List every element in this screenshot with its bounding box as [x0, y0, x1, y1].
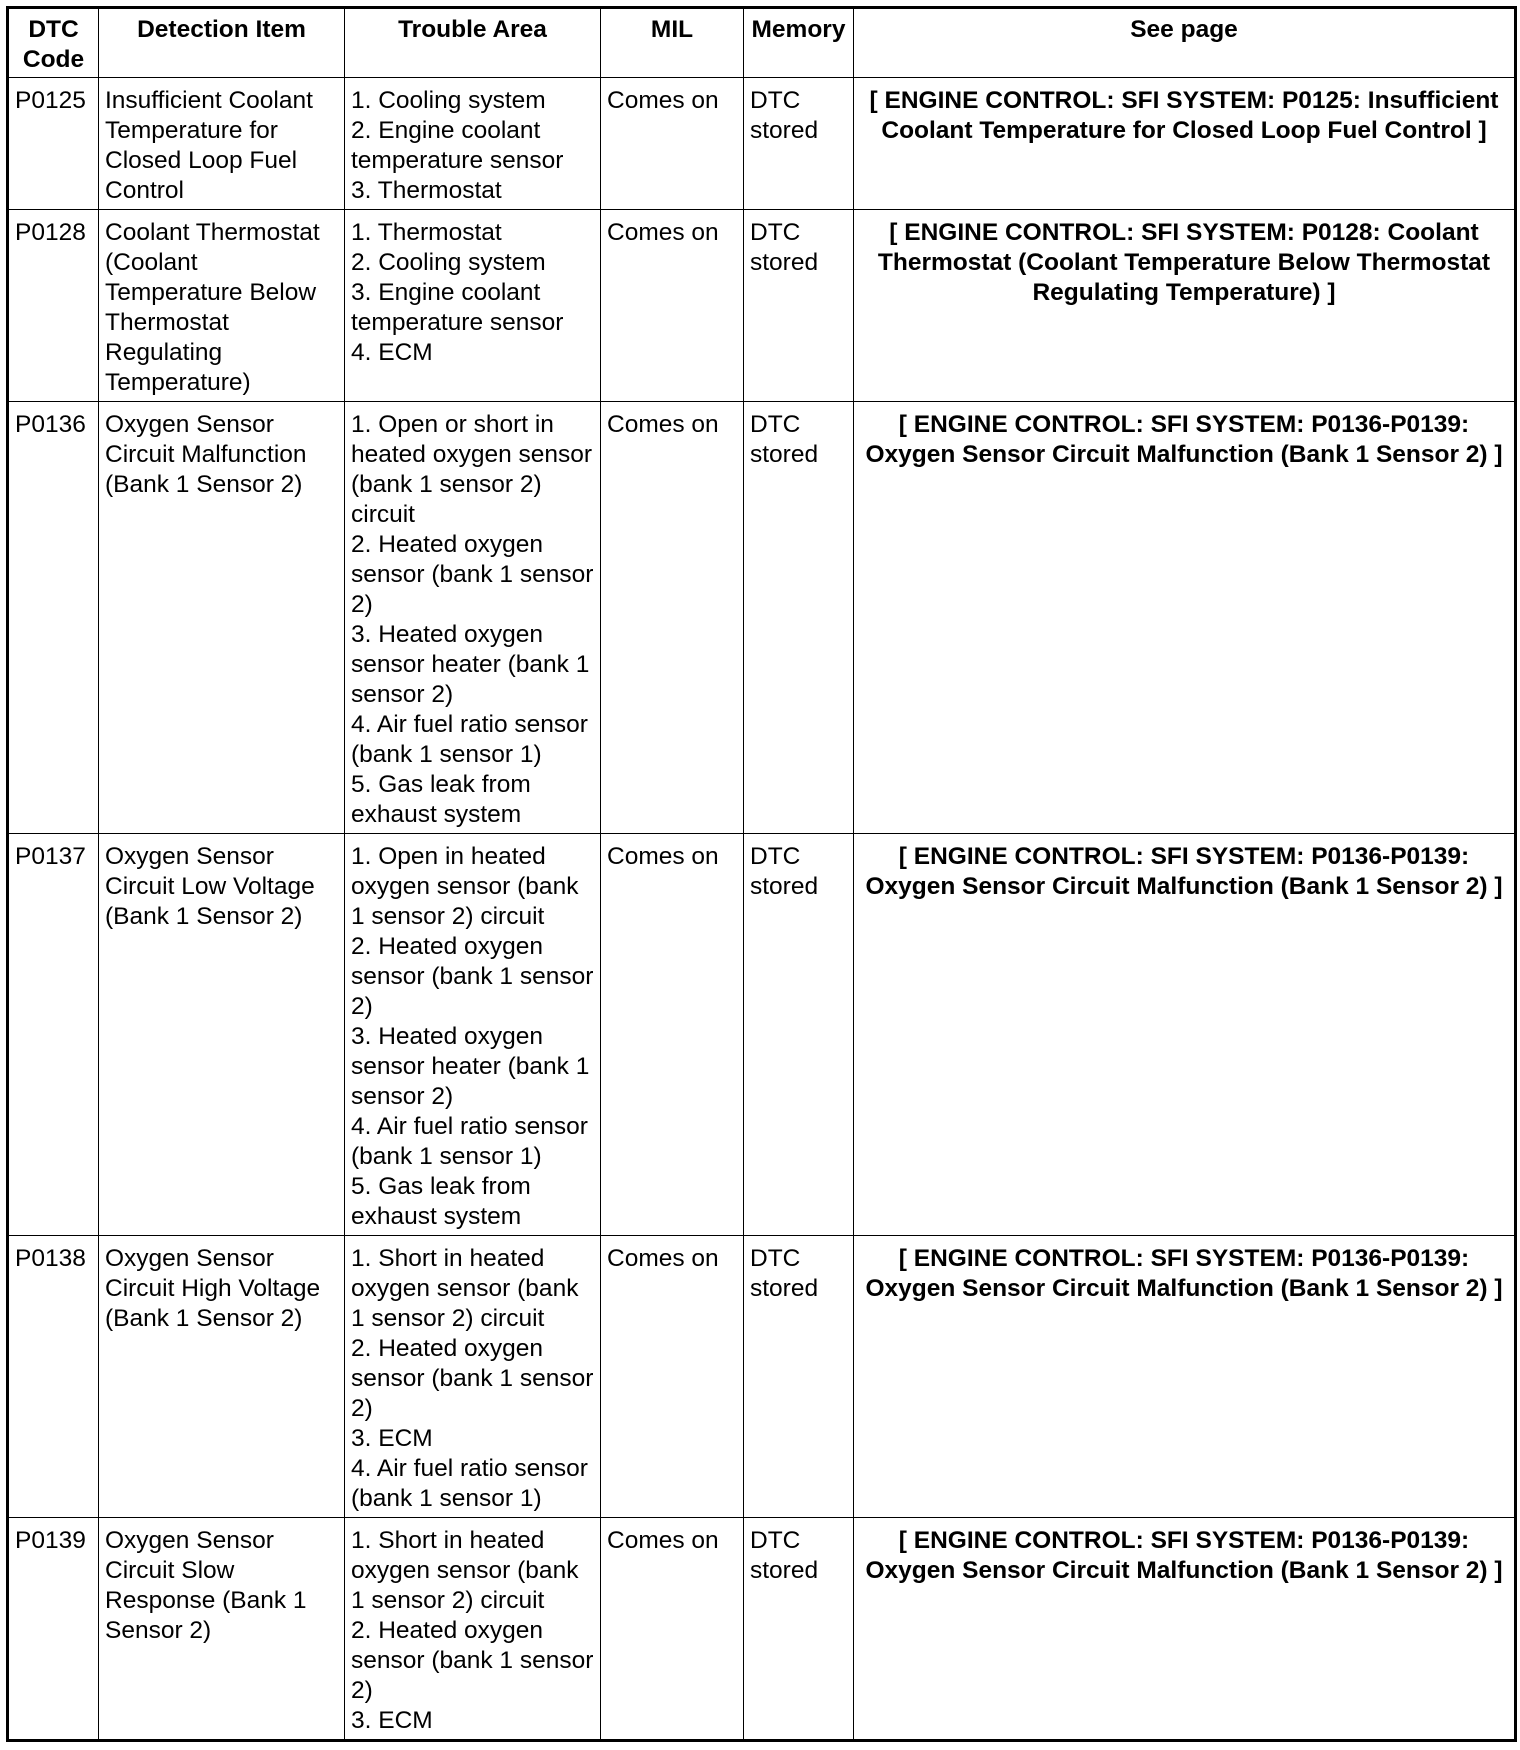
table-row: [8, 78, 1516, 210]
see-page-link[interactable]: [ ENGINE CONTROL: SFI SYSTEM: P0136-P0139: Oxygen Sensor Circuit Malfunction (Bank 1 Sensor 2) ]: [854, 1518, 1516, 1741]
mil-cell: Comes on: [601, 1518, 744, 1741]
detection-item-cell: Oxygen Sensor Circuit Malfunction (Bank 1 Sensor 2): [99, 402, 345, 834]
trouble-area-cell: 1. Open in heated oxygen sensor (bank 1 sensor 2) circuit 2. Heated oxygen sensor (bank 1 sensor 2) 3. Heated oxygen sensor heater (bank 1 sensor 2) 4. Air fuel ratio sensor (bank 1 sensor 1) 5. Gas leak from exhaust system: [345, 834, 601, 1236]
trouble-area-cell: 1. Open or short in heated oxygen sensor (bank 1 sensor 2) circuit 2. Heated oxygen sensor (bank 1 sensor 2) 3. Heated oxygen sensor heater (bank 1 sensor 2) 4. Air fuel ratio sensor (bank 1 sensor 1) 5. Gas leak from exhaust system: [345, 402, 601, 834]
trouble-area-cell: 1. Short in heated oxygen sensor (bank 1 sensor 2) circuit 2. Heated oxygen sensor (bank 1 sensor 2) 3. ECM: [345, 1518, 601, 1741]
table-row: [8, 402, 1516, 834]
see-page-link[interactable]: [ ENGINE CONTROL: SFI SYSTEM: P0128: Coolant Thermostat (Coolant Temperature Below Thermostat Regulating Temperature) ]: [854, 210, 1516, 402]
trouble-area-cell: 1. Cooling system 2. Engine coolant temperature sensor 3. Thermostat: [345, 78, 601, 210]
trouble-area-cell: 1. Thermostat 2. Cooling system 3. Engine coolant temperature sensor 4. ECM: [345, 210, 601, 402]
detection-item-cell: Oxygen Sensor Circuit High Voltage (Bank 1 Sensor 2): [99, 1236, 345, 1518]
see-page-link[interactable]: [ ENGINE CONTROL: SFI SYSTEM: P0136-P0139: Oxygen Sensor Circuit Malfunction (Bank 1 Sensor 2) ]: [854, 834, 1516, 1236]
memory-cell: DTC stored: [744, 834, 854, 1236]
dtc-code-cell: P0136: [8, 402, 99, 834]
memory-cell: DTC stored: [744, 78, 854, 210]
header-dtc-code: DTC Code: [8, 8, 99, 78]
detection-item-cell: Coolant Thermostat (Coolant Temperature Below Thermostat Regulating Temperature): [99, 210, 345, 402]
see-page-link[interactable]: [ ENGINE CONTROL: SFI SYSTEM: P0136-P0139: Oxygen Sensor Circuit Malfunction (Bank 1 Sensor 2) ]: [854, 402, 1516, 834]
table-row: [8, 210, 1516, 402]
see-page-link[interactable]: [ ENGINE CONTROL: SFI SYSTEM: P0136-P0139: Oxygen Sensor Circuit Malfunction (Bank 1 Sensor 2) ]: [854, 1236, 1516, 1518]
see-page-link[interactable]: [ ENGINE CONTROL: SFI SYSTEM: P0125: Insufficient Coolant Temperature for Closed Loop Fuel Control ]: [854, 78, 1516, 210]
mil-cell: Comes on: [601, 1236, 744, 1518]
mil-cell: Comes on: [601, 834, 744, 1236]
table-row: [8, 834, 1516, 1236]
document-page: [6, 6, 1514, 1742]
dtc-table: [6, 6, 1517, 1742]
dtc-code-cell: P0128: [8, 210, 99, 402]
memory-cell: DTC stored: [744, 210, 854, 402]
header-detection-item: Detection Item: [99, 8, 345, 78]
dtc-code-cell: P0137: [8, 834, 99, 1236]
header-see-page: See page: [854, 8, 1516, 78]
detection-item-cell: Oxygen Sensor Circuit Slow Response (Bank 1 Sensor 2): [99, 1518, 345, 1741]
memory-cell: DTC stored: [744, 1518, 854, 1741]
dtc-code-cell: P0139: [8, 1518, 99, 1741]
mil-cell: Comes on: [601, 210, 744, 402]
header-mil: MIL: [601, 8, 744, 78]
header-trouble-area: Trouble Area: [345, 8, 601, 78]
trouble-area-cell: 1. Short in heated oxygen sensor (bank 1 sensor 2) circuit 2. Heated oxygen sensor (bank 1 sensor 2) 3. ECM 4. Air fuel ratio sensor (bank 1 sensor 1): [345, 1236, 601, 1518]
detection-item-cell: Oxygen Sensor Circuit Low Voltage (Bank 1 Sensor 2): [99, 834, 345, 1236]
dtc-code-cell: P0125: [8, 78, 99, 210]
header-memory: Memory: [744, 8, 854, 78]
table-row: [8, 1236, 1516, 1518]
detection-item-cell: Insufficient Coolant Temperature for Closed Loop Fuel Control: [99, 78, 345, 210]
dtc-code-cell: P0138: [8, 1236, 99, 1518]
table-row: [8, 1518, 1516, 1741]
mil-cell: Comes on: [601, 78, 744, 210]
memory-cell: DTC stored: [744, 1236, 854, 1518]
memory-cell: DTC stored: [744, 402, 854, 834]
table-header-row: [8, 8, 1516, 78]
mil-cell: Comes on: [601, 402, 744, 834]
